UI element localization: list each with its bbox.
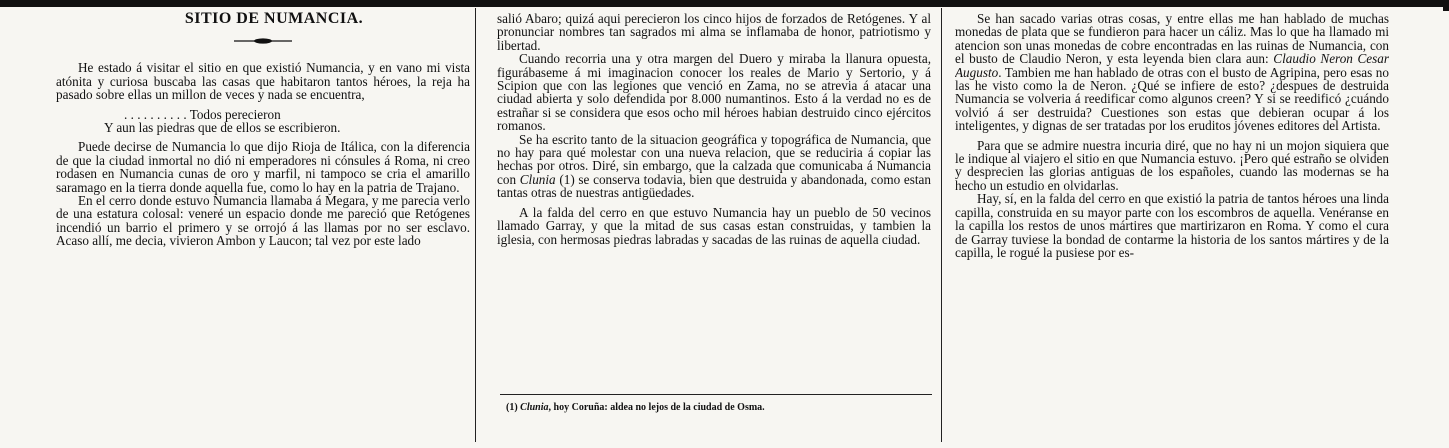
- ornament-divider-icon: [234, 38, 292, 44]
- footnote-italic: Clunia: [520, 402, 549, 413]
- column-separator: [941, 8, 942, 442]
- column-3: [955, 12, 1389, 448]
- text-run: . Tambien me han hablado de otras con el busto de Agripina, pero esas no las he visto como la de Neron. ¿Qué se infiere de esto? ¿despues de destruida Numancia se volveria á reedificar como algunos creen? Y si se reedificó ¿cuándo volvió á ser destruida? Cuestiones son estas que debieran ocupar á los inteligentes, y dignas de ser tratadas por los eruditos jóvenes editores del Artista.: [955, 64, 1389, 134]
- paragraph: Para que se admire nuestra incuria diré, que no hay ni un mojon siquiera que le indique al viajero el sitio en que Numancia estuvo. ¡Pero qué estraño se olviden y desprecien las glorias antiguas de los españoles, cuando las modernas se ha hecho un estudio en olvidarlas.: [955, 137, 1389, 193]
- top-rule-mark: [1443, 7, 1449, 11]
- text-run: (1) se conserva todavia, bien que destruida y abandonada, como estan tantas otras de nuestras antigüedades.: [497, 171, 931, 201]
- column-2: [497, 12, 931, 390]
- text-run: Se han sacado varias otras cosas, y entre ellas me han hablado de muchas monedas de plata que se fundieron para hacer un cáliz. Mas lo que ha llamado mi atencion son unas monedas de cobre encontradas en las ruinas de Numancia, con el busto de Claudio Neron, y esta leyenda bien clara aun:: [955, 12, 1389, 67]
- footnote: [506, 402, 765, 413]
- paragraph: [955, 12, 1389, 133]
- paragraph: Cuando recorria una y otra margen del Duero y miraba la llanura opuesta, figurábaseme á mi imaginacion conocer los reales de Mario y Sertorio, y á Scipion que con las legiones que venció en Zama, no se atrevia á atacar una ciudad abierta y solo defendida por 8.000 numantinos. Esto á la verdad no es de estrañar si se considera que esos ocho mil héroes habian destruido cinco ejércitos romanos.: [497, 51, 931, 134]
- paragraph: A la falda del cerro en que estuvo Numancia hay un pueblo de 50 vecinos llamado Garray, y que la mitad de sus casas estan construidas, y tambien la iglesia, con hermosas piedras labradas y sacadas de las ruinas de aquella ciudad.: [497, 204, 931, 247]
- verse-line: . . . . . . . . . . Todos perecieron: [124, 106, 281, 122]
- paragraph: [497, 133, 931, 200]
- column-1: [56, 12, 470, 448]
- italic-text: Clunia: [519, 171, 556, 187]
- paragraph: Hay, sí, en la falda del cerro en que existió la patria de tantos héroes una linda capilla, construida en su mayor parte con los escombros de aquella. Venéranse en la capilla los restos de unos mártires que martirizaron en Roma. Y como el cura de Garray tuviese la bondad de contarme la historia de los santos mártires y de la capilla, le rogué la pusiese por es-: [955, 191, 1389, 260]
- paragraph: Puede decirse de Numancia lo que dijo Rioja de Itálica, con la diferencia de que la ciudad inmortal no dió ni emperadores ni cónsules á Roma, ni creo rodasen en Numancia cunas de oro y marfil, ni tampoco se cria el amarillo saramago en la tierra donde aquella fue, como lo hay en la patria de Trajano.: [56, 139, 470, 195]
- article-title: SITIO DE NUMANCIA.: [184, 12, 364, 27]
- footnote-rule: [500, 394, 932, 395]
- footnote-text: , hoy Coruña: aldea no lejos de la ciudad de Osma.: [548, 402, 765, 413]
- paragraph: He estado á visitar el sitio en que existió Numancia, y en vano mi vista atónita y curiosa buscaba las casas que habitaron tantos héroes, la reja ha pasado sobre ellas un millon de veces y nada se encuentra,: [56, 60, 470, 103]
- paragraph: salió Abaro; quizá aqui perecieron los cinco hijos de forzados de Retógenes. Y al pronunciar nombres tan sagrados mi alma se inflamaba de honor, patriotismo y libertad.: [497, 12, 931, 53]
- top-rule: [0, 0, 1449, 7]
- verse-line: Y aun las piedras que de ellos se escribieron.: [104, 120, 341, 136]
- column-separator: [475, 8, 476, 442]
- italic-text: Claudio Neron Cesar Augusto: [955, 51, 1389, 80]
- verse-quote: [56, 108, 470, 135]
- text-run: Se ha escrito tanto de la situacion geográfica y topográfica de Numancia, que no hay para qué molestar con una nueva relacion, que se reduciria á copiar las hechas por otros. Diré, sin embargo, que la calzada que comunicaba á Numancia con: [497, 131, 931, 187]
- footnote-number: (1): [506, 402, 518, 413]
- paragraph: En el cerro donde estuvo Numancia llamaba á Megara, y me parecia verlo de una estatura colosal: veneré un espacio donde me pareció que Retógenes incendió un barrio el primero y se orrojó á las llamas por no ser esclavo. Acaso allí, me decia, vivieron Ambon y Laucon; tal vez por este lado: [56, 193, 470, 249]
